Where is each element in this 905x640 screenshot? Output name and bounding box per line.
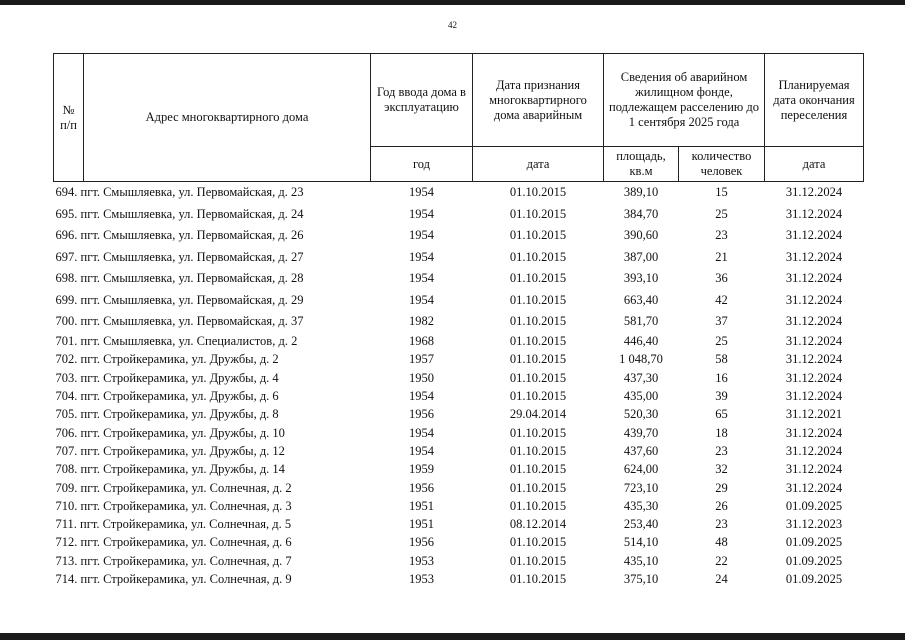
row-end: 31.12.2024 bbox=[785, 185, 843, 200]
row-end: 31.12.2024 bbox=[785, 462, 843, 477]
row-address: 699. пгт. Смышляевка, ул. Первомайская, д. 29 bbox=[55, 292, 304, 307]
row-end: 01.09.2025 bbox=[785, 553, 843, 568]
row-area: 1 048,70 bbox=[619, 352, 663, 367]
row-year: 1953 bbox=[409, 553, 434, 568]
row-address: 704. пгт. Стройкерамика, ул. Дружбы, д. 6 bbox=[55, 389, 279, 404]
subheader-date: дата bbox=[473, 147, 604, 182]
row-year: 1950 bbox=[409, 370, 434, 385]
row-end: 31.12.2024 bbox=[785, 292, 843, 307]
row-people: 48 bbox=[715, 535, 728, 550]
header-year-built: Год ввода дома в эксплуатацию bbox=[371, 54, 473, 147]
row-end: 01.09.2025 bbox=[785, 498, 843, 513]
row-date: 01.10.2015 bbox=[509, 572, 567, 586]
table-row bbox=[54, 290, 864, 312]
row-year: 1953 bbox=[409, 572, 434, 586]
row-year: 1954 bbox=[409, 271, 434, 286]
row-people: 24 bbox=[715, 572, 728, 586]
row-people: 25 bbox=[715, 334, 728, 349]
row-date: 01.10.2015 bbox=[509, 228, 567, 243]
row-end: 31.12.2024 bbox=[785, 352, 843, 367]
row-date: 01.10.2015 bbox=[509, 462, 567, 477]
table-row bbox=[54, 406, 864, 424]
row-year: 1954 bbox=[409, 443, 434, 458]
row-area: 375,10 bbox=[623, 572, 659, 586]
row-year: 1954 bbox=[409, 389, 434, 404]
row-area: 439,70 bbox=[623, 425, 659, 440]
row-area: 435,30 bbox=[623, 498, 659, 513]
table-row bbox=[54, 570, 864, 588]
row-year: 1956 bbox=[409, 480, 434, 495]
row-area: 435,10 bbox=[623, 553, 659, 568]
table-row bbox=[54, 534, 864, 552]
row-address: 697. пгт. Смышляевка, ул. Первомайская, д. 27 bbox=[55, 249, 304, 264]
row-end: 01.09.2025 bbox=[785, 572, 843, 586]
row-year: 1957 bbox=[409, 352, 434, 367]
table-row bbox=[54, 225, 864, 247]
row-area: 393,10 bbox=[623, 271, 659, 286]
row-date: 01.10.2015 bbox=[509, 425, 567, 440]
row-area: 520,30 bbox=[623, 407, 659, 422]
row-date: 01.10.2015 bbox=[509, 553, 567, 568]
header-num: № п/п bbox=[54, 54, 84, 182]
row-address: 702. пгт. Стройкерамика, ул. Дружбы, д. 2 bbox=[55, 352, 279, 367]
row-people: 18 bbox=[715, 425, 728, 440]
row-end: 31.12.2024 bbox=[785, 480, 843, 495]
row-address: 696. пгт. Смышляевка, ул. Первомайская, д. 26 bbox=[55, 228, 304, 243]
table-row bbox=[54, 424, 864, 442]
row-address: 710. пгт. Стройкерамика, ул. Солнечная, д. 3 bbox=[55, 498, 292, 513]
row-area: 437,60 bbox=[623, 443, 659, 458]
page-number: 42 bbox=[448, 20, 457, 30]
header-address: Адрес многоквартирного дома bbox=[84, 54, 371, 182]
row-end: 31.12.2024 bbox=[785, 334, 843, 349]
row-people: 16 bbox=[715, 370, 728, 385]
row-end: 31.12.2024 bbox=[785, 249, 843, 264]
row-area: 384,70 bbox=[623, 206, 659, 221]
row-date: 29.04.2014 bbox=[509, 407, 567, 422]
row-end: 31.12.2024 bbox=[785, 206, 843, 221]
table-row bbox=[54, 515, 864, 533]
row-date: 01.10.2015 bbox=[509, 249, 567, 264]
row-date: 01.10.2015 bbox=[509, 334, 567, 349]
row-date: 01.10.2015 bbox=[509, 292, 567, 307]
row-address: 711. пгт. Стройкерамика, ул. Солнечная, д. 5 bbox=[55, 517, 292, 532]
row-people: 15 bbox=[715, 185, 728, 200]
row-date: 01.10.2015 bbox=[509, 206, 567, 221]
table-row bbox=[54, 333, 864, 351]
row-people: 25 bbox=[715, 206, 728, 221]
top-border-bar bbox=[0, 0, 905, 5]
table-row bbox=[54, 351, 864, 369]
row-address: 706. пгт. Стройкерамика, ул. Дружбы, д. 10 bbox=[55, 425, 285, 440]
row-address: 707. пгт. Стройкерамика, ул. Дружбы, д. 12 bbox=[55, 443, 285, 458]
row-date: 01.10.2015 bbox=[509, 480, 567, 495]
row-people: 36 bbox=[715, 271, 728, 286]
row-area: 389,10 bbox=[623, 185, 659, 200]
row-end: 31.12.2024 bbox=[785, 425, 843, 440]
row-area: 723,10 bbox=[623, 480, 659, 495]
row-people: 42 bbox=[715, 292, 728, 307]
row-date: 01.10.2015 bbox=[509, 185, 567, 200]
row-address: 703. пгт. Стройкерамика, ул. Дружбы, д. 4 bbox=[55, 370, 279, 385]
row-year: 1954 bbox=[409, 228, 434, 243]
row-end: 31.12.2024 bbox=[785, 314, 843, 329]
row-year: 1954 bbox=[409, 292, 434, 307]
row-end: 31.12.2024 bbox=[785, 389, 843, 404]
row-area: 581,70 bbox=[623, 314, 659, 329]
row-area: 437,30 bbox=[623, 370, 659, 385]
table-row bbox=[54, 552, 864, 570]
subheader-end-date: дата bbox=[765, 147, 864, 182]
row-people: 29 bbox=[715, 480, 728, 495]
table-row bbox=[54, 479, 864, 497]
row-date: 01.10.2015 bbox=[509, 498, 567, 513]
row-area: 663,40 bbox=[623, 292, 659, 307]
row-end: 01.09.2025 bbox=[785, 535, 843, 550]
table-row bbox=[54, 182, 864, 204]
row-people: 65 bbox=[715, 407, 728, 422]
row-people: 58 bbox=[715, 352, 728, 367]
table-row bbox=[54, 247, 864, 269]
row-date: 01.10.2015 bbox=[509, 389, 567, 404]
row-address: 712. пгт. Стройкерамика, ул. Солнечная, д. 6 bbox=[55, 535, 292, 550]
row-year: 1954 bbox=[409, 206, 434, 221]
subheader-year: год bbox=[371, 147, 473, 182]
header-planned-end: Планируемая дата окончания переселения bbox=[765, 54, 864, 147]
row-year: 1959 bbox=[409, 462, 434, 477]
row-year: 1954 bbox=[409, 425, 434, 440]
row-people: 32 bbox=[715, 462, 728, 477]
row-end: 31.12.2024 bbox=[785, 271, 843, 286]
bottom-border-bar bbox=[0, 633, 905, 640]
row-area: 446,40 bbox=[623, 334, 659, 349]
table-row bbox=[54, 461, 864, 479]
row-date: 08.12.2014 bbox=[509, 517, 567, 532]
table-body bbox=[54, 182, 864, 589]
row-end: 31.12.2024 bbox=[785, 370, 843, 385]
row-year: 1954 bbox=[409, 185, 434, 200]
row-area: 624,00 bbox=[623, 462, 659, 477]
table-row bbox=[54, 311, 864, 333]
row-people: 23 bbox=[715, 443, 728, 458]
row-people: 37 bbox=[715, 314, 728, 329]
row-area: 387,00 bbox=[623, 249, 659, 264]
row-date: 01.10.2015 bbox=[509, 443, 567, 458]
subheader-people: количество человек bbox=[679, 147, 765, 182]
row-end: 31.12.2021 bbox=[785, 407, 843, 422]
row-end: 31.12.2024 bbox=[785, 228, 843, 243]
row-people: 39 bbox=[715, 389, 728, 404]
row-date: 01.10.2015 bbox=[509, 370, 567, 385]
row-address: 701. пгт. Смышляевка, ул. Специалистов, д. 2 bbox=[55, 334, 298, 349]
table-row bbox=[54, 497, 864, 515]
row-year: 1954 bbox=[409, 249, 434, 264]
row-people: 23 bbox=[715, 228, 728, 243]
row-end: 31.12.2023 bbox=[785, 517, 843, 532]
table-row bbox=[54, 369, 864, 387]
row-people: 22 bbox=[715, 553, 728, 568]
row-year: 1956 bbox=[409, 407, 434, 422]
row-area: 435,00 bbox=[623, 389, 659, 404]
row-year: 1968 bbox=[409, 334, 434, 349]
row-address: 713. пгт. Стройкерамика, ул. Солнечная, д. 7 bbox=[55, 553, 292, 568]
row-people: 23 bbox=[715, 517, 728, 532]
row-people: 26 bbox=[715, 498, 728, 513]
table-row bbox=[54, 442, 864, 460]
row-area: 253,40 bbox=[623, 517, 659, 532]
table-row bbox=[54, 387, 864, 405]
row-address: 708. пгт. Стройкерамика, ул. Дружбы, д. 14 bbox=[55, 462, 285, 477]
emergency-housing-table bbox=[53, 53, 864, 589]
row-address: 705. пгт. Стройкерамика, ул. Дружбы, д. 8 bbox=[55, 407, 279, 422]
row-area: 514,10 bbox=[623, 535, 659, 550]
row-address: 714. пгт. Стройкерамика, ул. Солнечная, д. 9 bbox=[55, 572, 292, 586]
row-date: 01.10.2015 bbox=[509, 352, 567, 367]
header-housing-info: Сведения об аварийном жилищном фонде, подлежащем расселению до 1 сентября 2025 года bbox=[604, 54, 765, 147]
row-end: 31.12.2024 bbox=[785, 443, 843, 458]
row-address: 700. пгт. Смышляевка, ул. Первомайская, д. 37 bbox=[55, 314, 304, 329]
row-address: 698. пгт. Смышляевка, ул. Первомайская, д. 28 bbox=[55, 271, 304, 286]
row-people: 21 bbox=[715, 249, 728, 264]
row-year: 1951 bbox=[409, 517, 434, 532]
row-area: 390,60 bbox=[623, 228, 659, 243]
row-address: 709. пгт. Стройкерамика, ул. Солнечная, д. 2 bbox=[55, 480, 292, 495]
table-row bbox=[54, 268, 864, 290]
row-address: 694. пгт. Смышляевка, ул. Первомайская, д. 23 bbox=[55, 185, 304, 200]
row-date: 01.10.2015 bbox=[509, 271, 567, 286]
row-year: 1951 bbox=[409, 498, 434, 513]
table-row bbox=[54, 204, 864, 226]
header-date-declared: Дата признания многоквартирного дома аварийным bbox=[473, 54, 604, 147]
row-year: 1956 bbox=[409, 535, 434, 550]
row-year: 1982 bbox=[409, 314, 434, 329]
row-date: 01.10.2015 bbox=[509, 314, 567, 329]
subheader-area: площадь, кв.м bbox=[604, 147, 679, 182]
row-date: 01.10.2015 bbox=[509, 535, 567, 550]
row-address: 695. пгт. Смышляевка, ул. Первомайская, д. 24 bbox=[55, 206, 304, 221]
